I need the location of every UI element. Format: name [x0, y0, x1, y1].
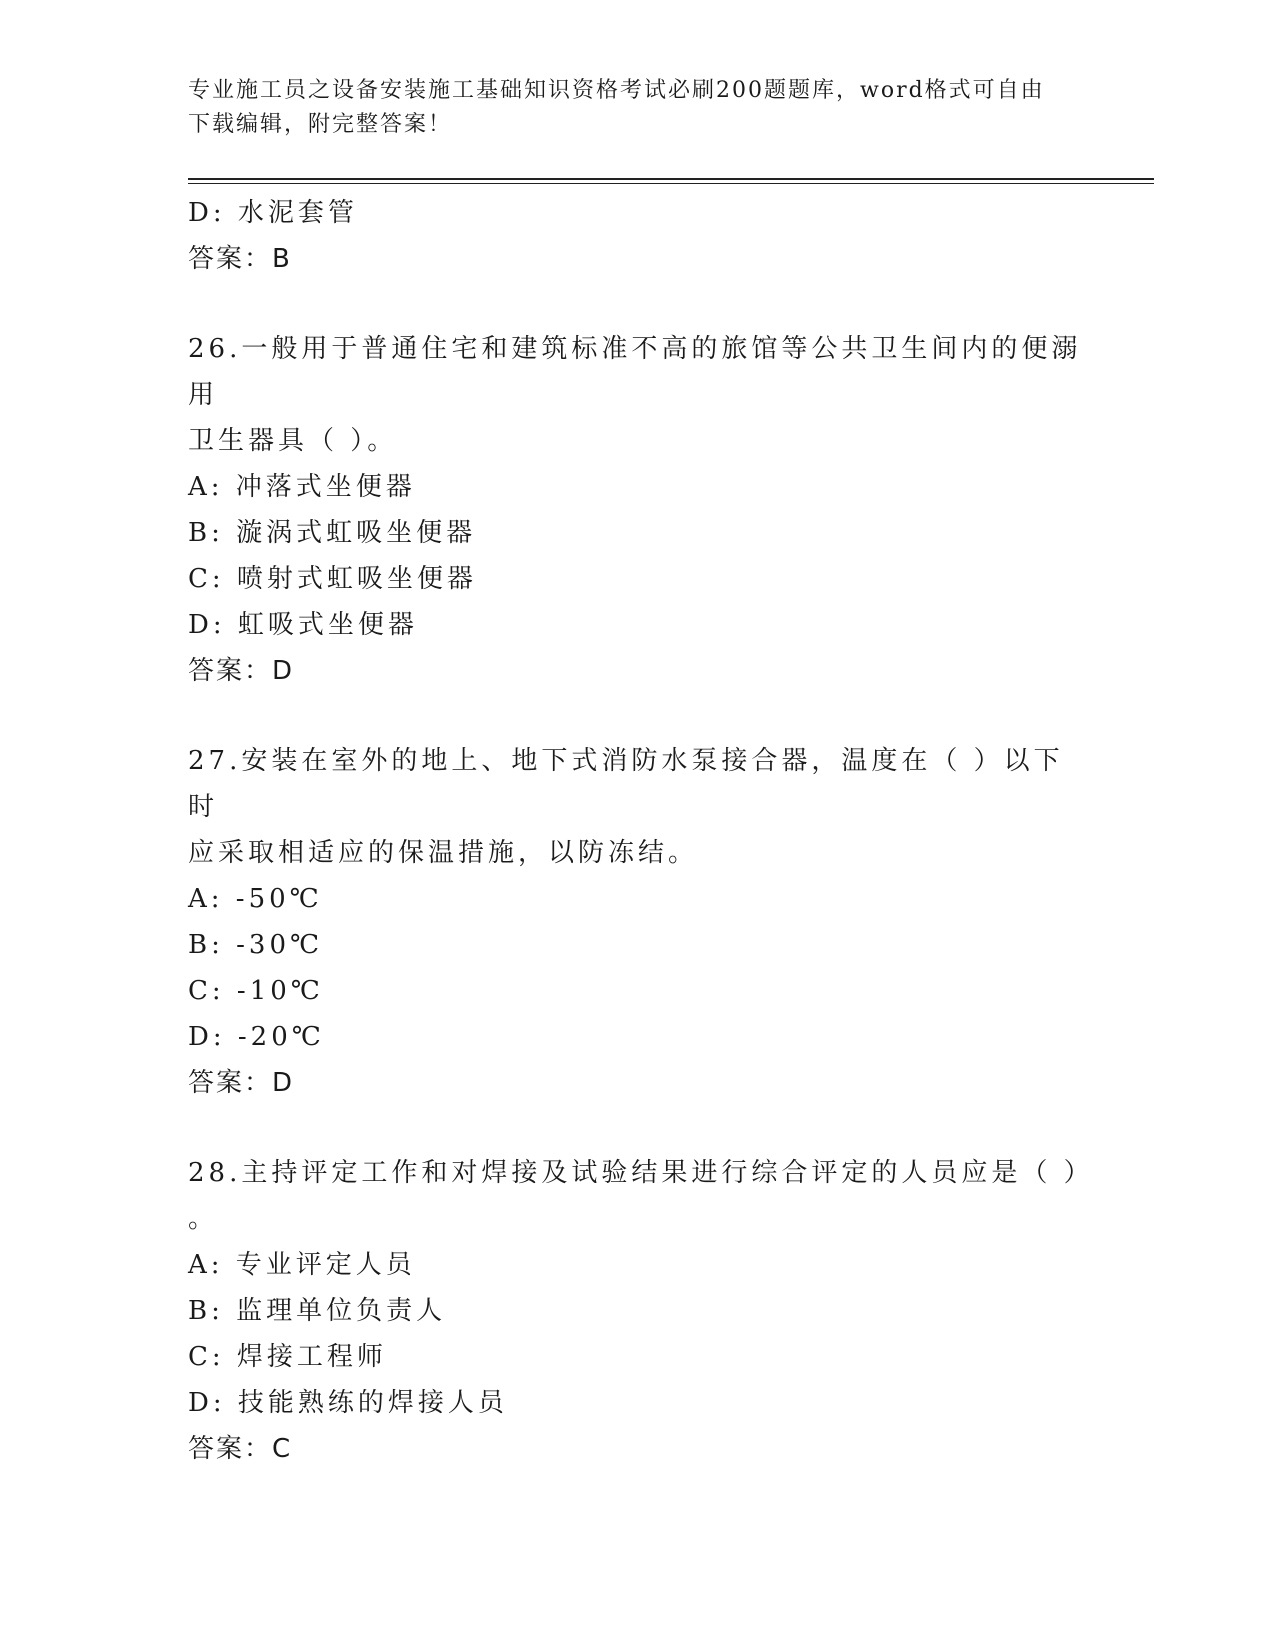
- option-d: D: -20℃: [188, 1022, 325, 1052]
- option-d: D: 水泥套管: [188, 198, 358, 228]
- option-b: B: 监理单位负责人: [188, 1296, 447, 1326]
- header-title-line-1: 专业施工员之设备安装施工基础知识资格考试必刷200题题库，word格式可自由: [188, 78, 1045, 103]
- option-c: C: 焊接工程师: [188, 1342, 387, 1372]
- answer-line: 答案：C: [188, 1434, 293, 1464]
- option-c: C: 喷射式虹吸坐便器: [188, 564, 477, 594]
- header-title-line-2: 下载编辑，附完整答案！: [188, 112, 453, 137]
- answer-line: 答案：D: [188, 656, 295, 686]
- option-d: D: 技能熟练的焊接人员: [188, 1388, 508, 1418]
- header-rule-thin: [188, 183, 1154, 184]
- option-b: B: 漩涡式虹吸坐便器: [188, 518, 477, 548]
- option-a: A: -50℃: [188, 884, 323, 914]
- answer-line: 答案：B: [188, 244, 292, 274]
- question-26: [188, 326, 1088, 694]
- document-body: [188, 190, 1094, 1472]
- previous-question-tail: [188, 190, 1088, 282]
- option-b: B: -30℃: [188, 930, 324, 960]
- question-stem-line-2: 。: [188, 1204, 219, 1234]
- answer-line: 答案：D: [188, 1068, 295, 1098]
- document-header: [188, 74, 1088, 142]
- question-stem-line-2: 应采取相适应的保温措施，以防冻结。: [188, 838, 699, 868]
- question-stem-line-1: 27.安装在室外的地上、地下式消防水泵接合器，温度在（ ）以下时: [188, 746, 1064, 822]
- question-27: [188, 738, 1088, 1106]
- option-c: C: -10℃: [188, 976, 324, 1006]
- option-a: A: 专业评定人员: [188, 1250, 416, 1280]
- question-28: [188, 1150, 1094, 1472]
- option-d: D: 虹吸式坐便器: [188, 610, 418, 640]
- header-rule-thick: [188, 178, 1154, 180]
- question-stem-line-1: 26.一般用于普通住宅和建筑标准不高的旅馆等公共卫生间内的便溺用: [188, 334, 1082, 410]
- question-stem-line-2: 卫生器具（ ）。: [188, 426, 398, 456]
- question-stem-line-1: 28.主持评定工作和对焊接及试验结果进行综合评定的人员应是（ ）: [188, 1158, 1094, 1188]
- option-a: A: 冲落式坐便器: [188, 472, 416, 502]
